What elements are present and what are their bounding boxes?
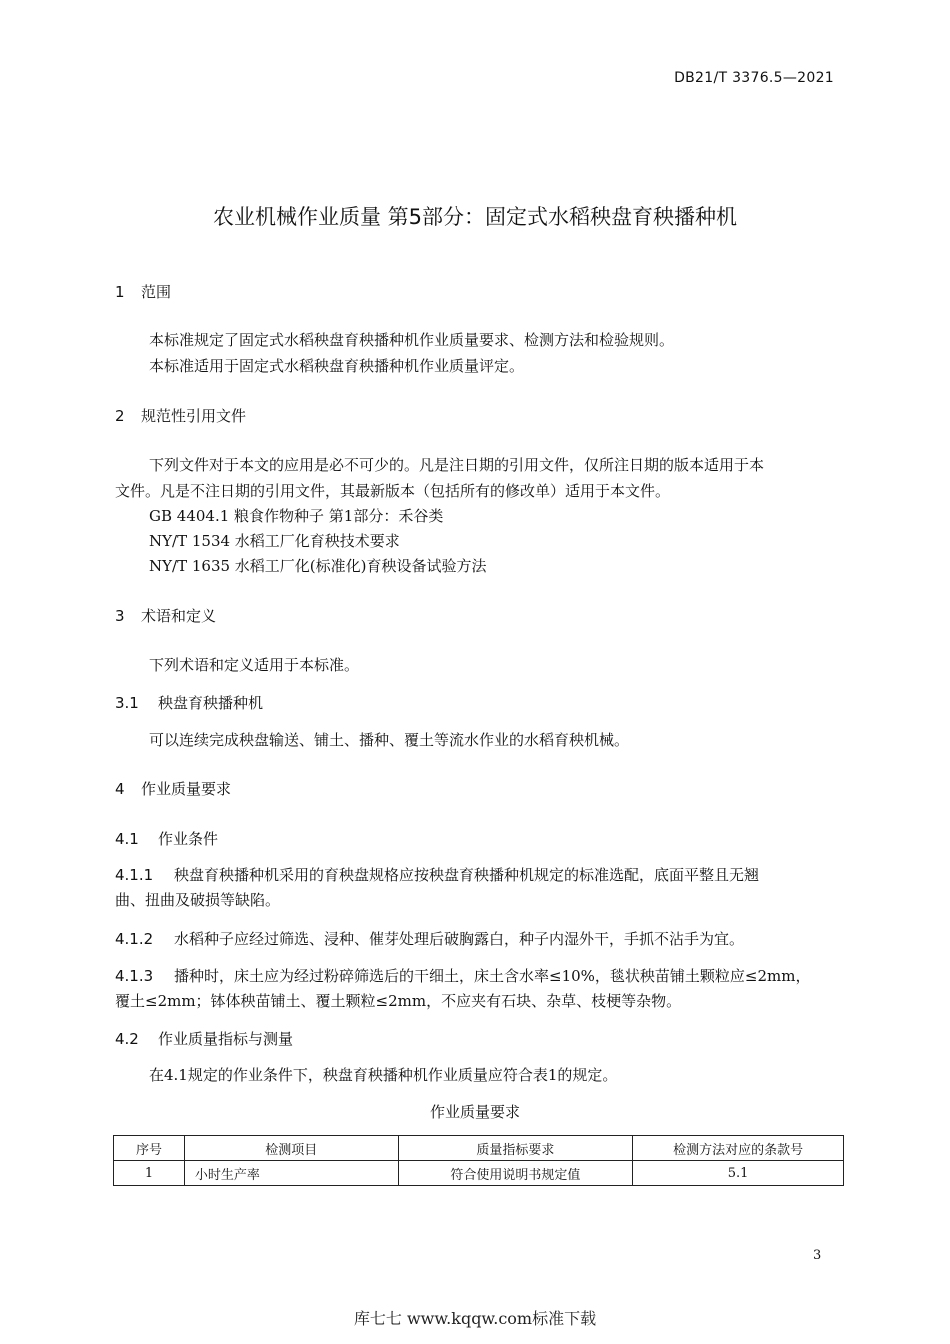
section-title: 范围	[141, 283, 172, 301]
subsection-4-1-heading	[115, 828, 218, 849]
clause-4-1-2	[115, 928, 744, 949]
paragraph: 本标准规定了固定式水稻秧盘育秧播种机作业质量要求、检测方法和检验规则。	[149, 331, 675, 349]
clause-continuation: 覆土≤2mm；钵体秧苗铺土、覆土颗粒≤2mm，不应夹有石块、杂草、枝梗等杂物。	[115, 992, 682, 1010]
subsection-number: 4.2	[115, 1030, 139, 1048]
section-1-heading	[115, 281, 171, 302]
paragraph-line: 文件。凡是不注日期的引用文件，其最新版本（包括所有的修改单）适用于本文件。	[115, 482, 671, 500]
clause-number: 4.1.1	[115, 866, 154, 884]
table-header-cell: 检测方法对应的条款号	[633, 1136, 844, 1161]
section-number: 1	[115, 283, 125, 301]
subsection-3-1-heading	[115, 692, 263, 713]
clause-text: 播种时，床土应为经过粉碎筛选后的干细土，床土含水率≤10%，毯状秧苗铺土颗粒应≤2mm，	[174, 967, 811, 985]
section-number: 3	[115, 607, 125, 625]
subsection-title: 作业条件	[158, 830, 219, 848]
paragraph: 在4.1规定的作业条件下，秧盘育秧播种机作业质量应符合表1的规定。	[149, 1066, 618, 1084]
paragraph-line: 下列文件对于本文的应用是必不可少的。凡是注日期的引用文件，仅所注日期的版本适用于本	[149, 456, 765, 474]
subsection-title: 秧盘育秧播种机	[158, 694, 264, 712]
section-number: 4	[115, 780, 125, 798]
subsection-4-2-heading	[115, 1028, 293, 1049]
clause-4-1-1	[115, 864, 759, 885]
table-cell: 1	[114, 1161, 185, 1186]
paragraph: 可以连续完成秧盘输送、铺土、播种、覆土等流水作业的水稻育秧机械。	[149, 731, 630, 749]
section-number: 2	[115, 407, 125, 425]
table-header-cell: 检测项目	[184, 1136, 398, 1161]
standard-code: DB21/T 3376.5—2021	[674, 70, 834, 86]
table-cell: 5.1	[633, 1161, 844, 1186]
subsection-number: 3.1	[115, 694, 139, 712]
clause-text: 秧盘育秧播种机采用的育秧盘规格应按秧盘育秧播种机规定的标准选配，底面平整且无翘	[174, 866, 760, 884]
reference-item: NY/T 1635 水稻工厂化(标准化)育秧设备试验方法	[149, 557, 487, 575]
section-3-heading	[115, 605, 216, 626]
table-header-cell: 质量指标要求	[398, 1136, 633, 1161]
paragraph: 下列术语和定义适用于本标准。	[149, 656, 360, 674]
reference-item: GB 4404.1 粮食作物种子 第1部分：禾谷类	[149, 507, 444, 525]
table-row	[114, 1161, 844, 1186]
section-4-heading	[115, 778, 231, 799]
paragraph: 本标准适用于固定式水稻秧盘育秧播种机作业质量评定。	[149, 357, 525, 375]
clause-number: 4.1.3	[115, 967, 154, 985]
quality-requirements-table	[113, 1135, 844, 1186]
reference-item: NY/T 1534 水稻工厂化育秧技术要求	[149, 532, 400, 550]
clause-number: 4.1.2	[115, 930, 154, 948]
watermark-text: 库七七 www.kqqw.com标准下载	[353, 1309, 597, 1328]
clause-4-1-3	[115, 965, 810, 986]
subsection-number: 4.1	[115, 830, 139, 848]
table-cell: 符合使用说明书规定值	[398, 1161, 633, 1186]
clause-text: 水稻种子应经过筛选、浸种、催芽处理后破胸露白，种子内湿外干，手抓不沾手为宜。	[174, 930, 745, 948]
subsection-title: 作业质量指标与测量	[158, 1030, 294, 1048]
table-caption: 作业质量要求	[429, 1103, 520, 1121]
section-title: 术语和定义	[141, 607, 217, 625]
page-number: 3	[813, 1248, 822, 1263]
table-header-row	[114, 1136, 844, 1161]
section-2-heading	[115, 405, 246, 426]
table-header-cell: 序号	[114, 1136, 185, 1161]
section-title: 规范性引用文件	[141, 407, 247, 425]
table-cell: 小时生产率	[184, 1161, 398, 1186]
clause-continuation: 曲、扭曲及破损等缺陷。	[115, 891, 281, 909]
document-title: 农业机械作业质量 第5部分：固定式水稻秧盘育秧播种机	[212, 205, 738, 229]
section-title: 作业质量要求	[141, 780, 232, 798]
